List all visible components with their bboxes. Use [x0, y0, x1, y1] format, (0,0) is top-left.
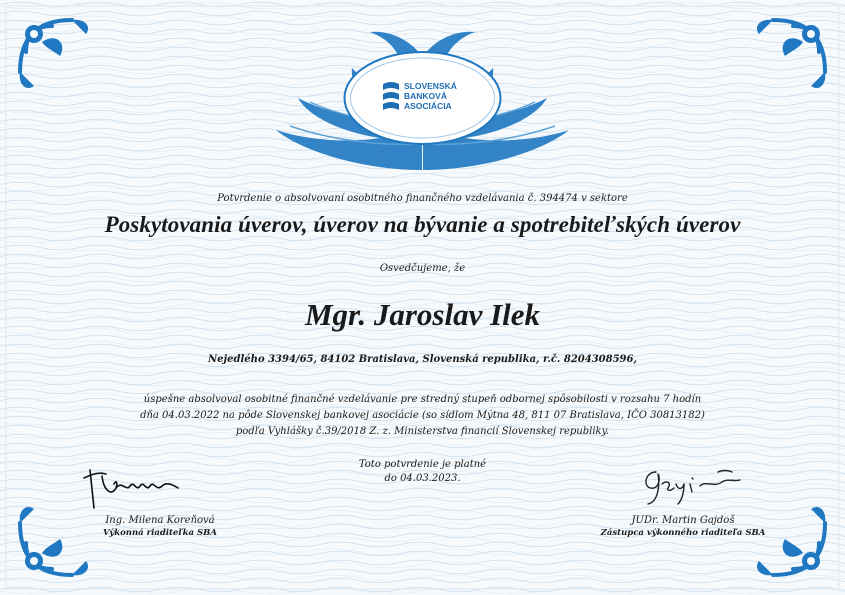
validity-date: do 04.03.2023.	[384, 473, 461, 484]
signature-right	[598, 515, 768, 538]
sba-logo-crest	[270, 20, 575, 180]
certificate-intro: Potvrdenie o absolvovaní osobitného finančného vzdelávania č. 394474 v sektore	[217, 193, 628, 204]
certificate-sector-title: Poskytovania úverov, úverov na bývanie a spotrebiteľských úverov	[104, 212, 741, 237]
logo-line-2: BANKOVÁ	[404, 91, 447, 101]
signatory-role: Výkonná riaditeľka SBA	[103, 528, 217, 538]
signature-left-icon	[82, 462, 182, 512]
recipient-address: Nejedlého 3394/65, 84102 Bratislava, Slovenská republika, r.č. 8204308596,	[208, 354, 637, 365]
signatory-name: JUDr. Martin Gajdoš	[631, 515, 735, 526]
signatory-name: Ing. Milena Koreňová	[105, 515, 215, 526]
recipient-name: Mgr. Jaroslav Ilek	[304, 297, 541, 332]
body-line: úspešne absolvoval osobitné finančné vzdelávanie pre stredný stupeň odbornej spôsobilosti v rozsahu 7 hodín	[143, 394, 702, 405]
signature-left	[90, 515, 230, 538]
validity-line: Toto potvrdenie je platné	[358, 459, 487, 470]
body-line: podľa Vyhlášky č.39/2018 Z. z. Ministerstva financií Slovenskej republiky.	[235, 426, 610, 437]
corner-ornament-icon	[12, 12, 107, 107]
signature-right-icon	[636, 462, 746, 507]
logo-line-1: SLOVENSKÁ	[404, 81, 457, 91]
logo-line-3: ASOCIÁCIA	[404, 101, 452, 111]
corner-ornament-icon	[738, 12, 833, 107]
body-line: dňa 04.03.2022 na pôde Slovenskej bankovej asociácie (so sídlom Mýtna 48, 811 07 Bratislava, IČO 30813182)	[140, 410, 705, 421]
certify-phrase: Osvedčujeme, že	[379, 263, 466, 274]
signatory-role: Zástupca výkonného riaditeľa SBA	[600, 528, 766, 538]
